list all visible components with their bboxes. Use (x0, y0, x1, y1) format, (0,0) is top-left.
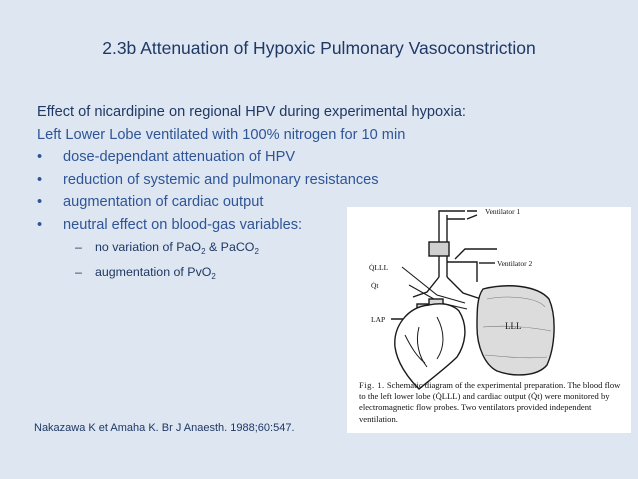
bullet-glyph: • (37, 216, 43, 233)
subscript: 2 (211, 271, 216, 281)
intro-text: Effect of nicardipine on regional HPV during experimental hypoxia: (37, 104, 466, 120)
bullet-item (37, 146, 637, 169)
ventilator1-tube (439, 211, 465, 215)
dash-glyph: – (75, 264, 82, 279)
lap-label: LAP (371, 315, 386, 324)
trachea-cuff (429, 242, 449, 256)
bullet-text: neutral effect on blood-gas variables: (63, 216, 303, 233)
qt-label: Q̇t (371, 281, 379, 290)
subtitle-text: Left Lower Lobe ventilated with 100% nitrogen for 10 min (37, 126, 406, 143)
bullet-text: augmentation of cardiac output (63, 194, 264, 211)
slide-title: 2.3b Attenuation of Hypoxic Pulmonary Vasoconstriction (102, 38, 536, 58)
bullet-text: dose-dependant attenuation of HPV (63, 149, 296, 166)
figure-caption (359, 380, 627, 425)
caption-text: Schematic diagram of the experimental preparation. The blood flow to the left lower lobe (Q̇LLL) and cardiac output (Q̇t) were monitored by electromagnetic flow probes. Two ventilators provided independent ventilation. (359, 380, 621, 424)
subscript: 2 (254, 246, 259, 256)
qlll-label: Q̇LLL (369, 263, 389, 272)
subbullet-text: & PaCO (205, 239, 255, 254)
citation: Nakazawa K et Amaha K. Br J Anaesth. 1988;60:547. (34, 422, 295, 434)
ventilator2-label: Ventilator 2 (497, 259, 533, 268)
heart-outline (395, 304, 465, 389)
subbullet-text: no variation of PaO (95, 239, 202, 254)
subscript: 2 (201, 246, 206, 256)
bullet-item (37, 169, 637, 192)
caption-figure-number: Fig. 1. (359, 380, 385, 390)
figure-panel (347, 207, 631, 433)
subbullet-text: augmentation of PvO (95, 264, 212, 279)
dash-glyph: – (75, 239, 82, 254)
bullet-glyph: • (37, 194, 43, 211)
ventilator2-tube (447, 262, 477, 282)
bullet-glyph: • (37, 171, 43, 188)
lll-label: LLL (505, 321, 522, 331)
bullet-text: reduction of systemic and pulmonary resistances (63, 171, 379, 188)
bullet-glyph: • (37, 149, 43, 166)
ventilator1-label: Ventilator 1 (485, 207, 521, 216)
